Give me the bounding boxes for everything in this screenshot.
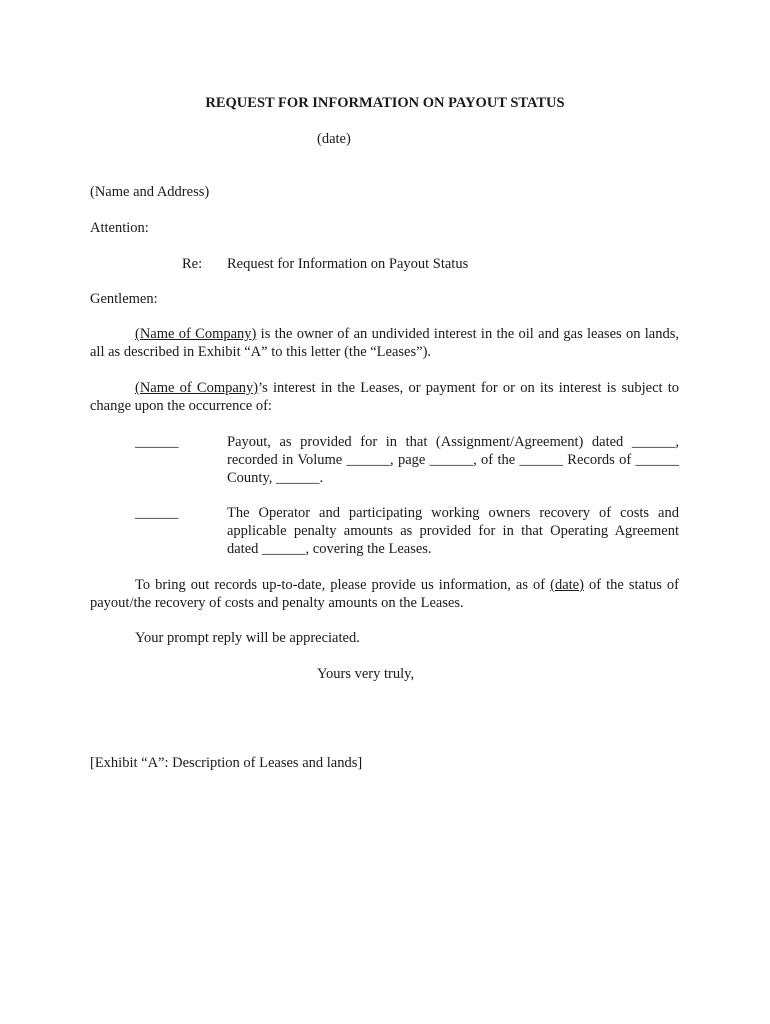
- recipient-name-address: (Name and Address): [90, 184, 210, 200]
- salutation: Gentlemen:: [90, 291, 158, 307]
- paragraph-reply: Your prompt reply will be appreciated.: [135, 630, 360, 646]
- attention-line: Attention:: [90, 220, 149, 236]
- paragraph-text: To bring out records up-to-date, please provide us information, as of: [135, 577, 551, 593]
- re-subject: Request for Information on Payout Status: [227, 256, 469, 272]
- exhibit-note: [Exhibit “A”: Description of Leases and lands]: [90, 755, 363, 771]
- paragraph-request: [90, 576, 679, 612]
- closing: Yours very truly,: [317, 666, 415, 682]
- paragraph-text: of the status of payout/the recovery of costs and penalty amounts on the Leases.: [90, 577, 679, 611]
- re-label: Re:: [182, 256, 203, 272]
- item-recovery-costs: The Operator and participating working owners recovery of costs and applicable penalty amounts as provided for in that Operating Agreement dated ______, covering the Leases.: [227, 505, 679, 557]
- item-payout: Payout, as provided for in that (Assignment/Agreement) dated ______, recorded in Volume ______, page ______, of the ______ Records of ______ County, ______.: [227, 434, 679, 486]
- document-title: REQUEST FOR INFORMATION ON PAYOUT STATUS: [205, 95, 565, 111]
- paragraph-text: is the owner of an undivided interest in the oil and gas leases on lands, all as described in Exhibit “A” to this letter (the “Leases”).: [90, 326, 679, 360]
- company-name-placeholder: (Name of Company): [135, 326, 257, 342]
- company-name-placeholder: (Name of Company): [135, 380, 259, 396]
- paragraph-text: ’s interest in the Leases, or payment for or on its interest is subject to change upon the occurrence of:: [90, 380, 680, 414]
- paragraph-ownership: [90, 325, 679, 361]
- date-placeholder: (date): [317, 131, 351, 147]
- paragraph-interest-change: [90, 379, 679, 415]
- date-placeholder-inline: (date): [550, 577, 584, 593]
- item-checkbox-blank: ______: [135, 505, 179, 521]
- item-checkbox-blank: ______: [135, 434, 179, 450]
